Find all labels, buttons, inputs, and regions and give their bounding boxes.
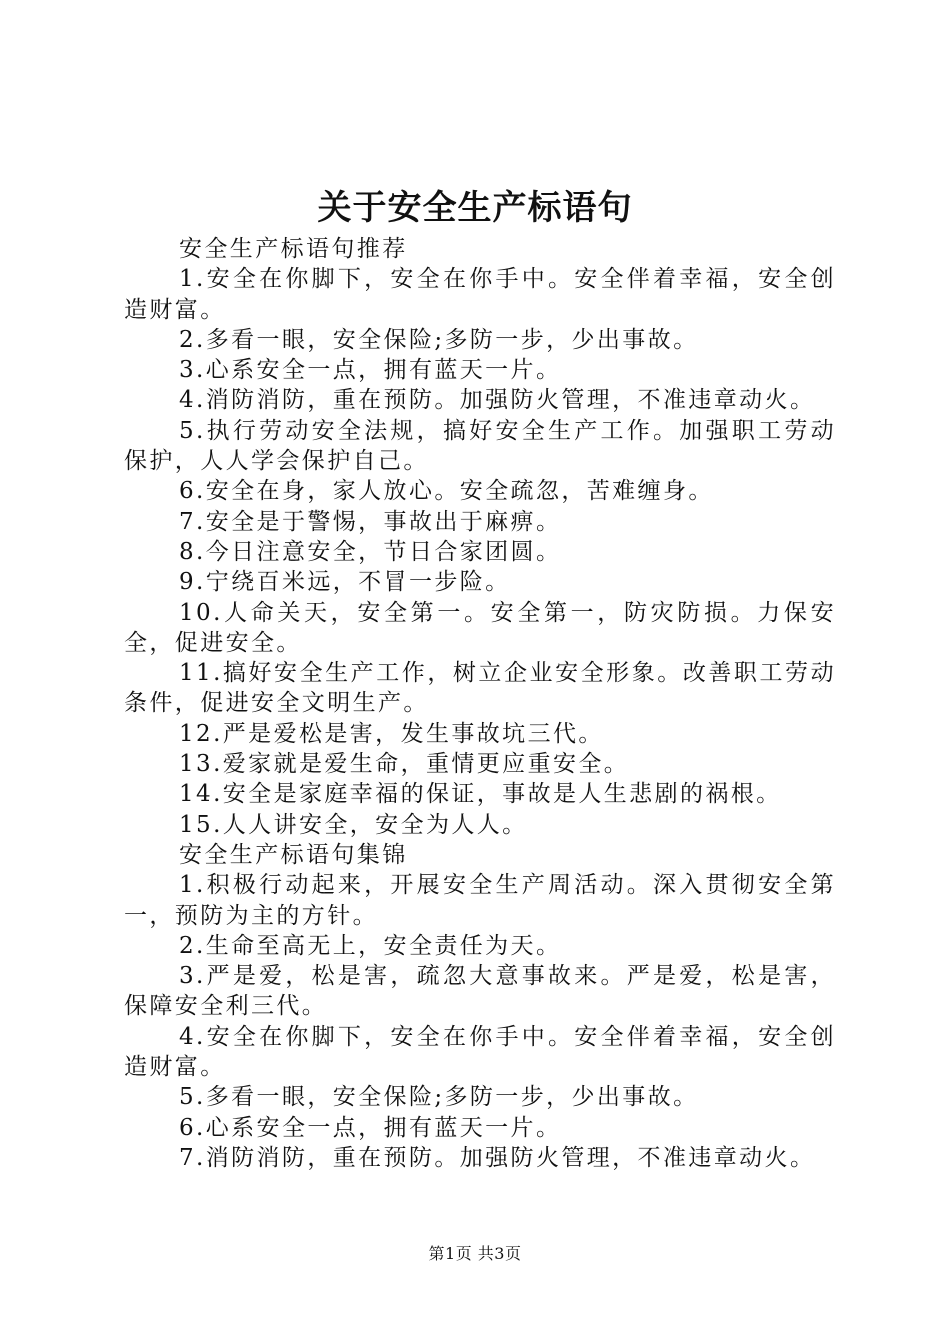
document-body xyxy=(124,234,836,1173)
slogan-item: 3.心系安全一点，拥有蓝天一片。 xyxy=(179,357,562,384)
slogan-item: 14.安全是家庭幸福的保证，事故是人生悲剧的祸根。 xyxy=(179,781,782,808)
slogan-item: 5.执行劳动安全法规，搞好安全生产工作。加强职工劳动保护，人人学会保护自己。 xyxy=(124,417,836,475)
slogan-item: 9.宁绕百米远，不冒一步险。 xyxy=(179,569,511,596)
slogan-item: 11.搞好安全生产工作，树立企业安全形象。改善职工劳动条件，促进安全文明生产。 xyxy=(124,660,836,717)
page-footer: 第1页 共3页 xyxy=(428,1244,522,1263)
slogan-item: 5.多看一眼，安全保险;多防一步，少出事故。 xyxy=(179,1084,699,1111)
slogan-item: 6.心系安全一点，拥有蓝天一片。 xyxy=(179,1114,562,1141)
slogan-item: 10.人命关天，安全第一。安全第一，防灾防损。力保安全，促进安全。 xyxy=(124,599,836,656)
slogan-item: 6.安全在身，家人放心。安全疏忽，苦难缠身。 xyxy=(179,478,714,505)
slogan-item: 2.生命至高无上，安全责任为天。 xyxy=(179,932,562,959)
slogan-item: 8.今日注意安全，节日合家团圆。 xyxy=(179,538,562,565)
section-heading: 安全生产标语句集锦 xyxy=(179,841,408,868)
document-title: 关于安全生产标语句 xyxy=(317,188,633,228)
slogan-item: 1.积极行动起来，开展安全生产周活动。深入贯彻安全第一，预防为主的方针。 xyxy=(124,872,836,929)
slogan-item: 4.安全在你脚下，安全在你手中。安全伴着幸福，安全创造财富。 xyxy=(124,1023,836,1081)
slogan-item: 2.多看一眼，安全保险;多防一步，少出事故。 xyxy=(179,326,699,353)
slogan-item: 7.消防消防，重在预防。加强防火管理，不准违章动火。 xyxy=(179,1144,816,1171)
slogan-item: 3.严是爱，松是害，疏忽大意事故来。严是爱，松是害，保障安全利三代。 xyxy=(124,963,836,1020)
slogan-item: 15.人人讲安全，安全为人人。 xyxy=(179,811,528,838)
slogan-item: 13.爱家就是爱生命，重情更应重安全。 xyxy=(179,751,630,778)
slogan-item: 7.安全是于警惕，事故出于麻痹。 xyxy=(179,508,562,535)
slogan-item: 12.严是爱松是害，发生事故坑三代。 xyxy=(179,720,604,747)
slogan-item: 1.安全在你脚下，安全在你手中。安全伴着幸福，安全创造财富。 xyxy=(124,266,836,323)
slogan-item: 4.消防消防，重在预防。加强防火管理，不准违章动火。 xyxy=(179,387,816,414)
section-heading: 安全生产标语句推荐 xyxy=(179,236,408,262)
